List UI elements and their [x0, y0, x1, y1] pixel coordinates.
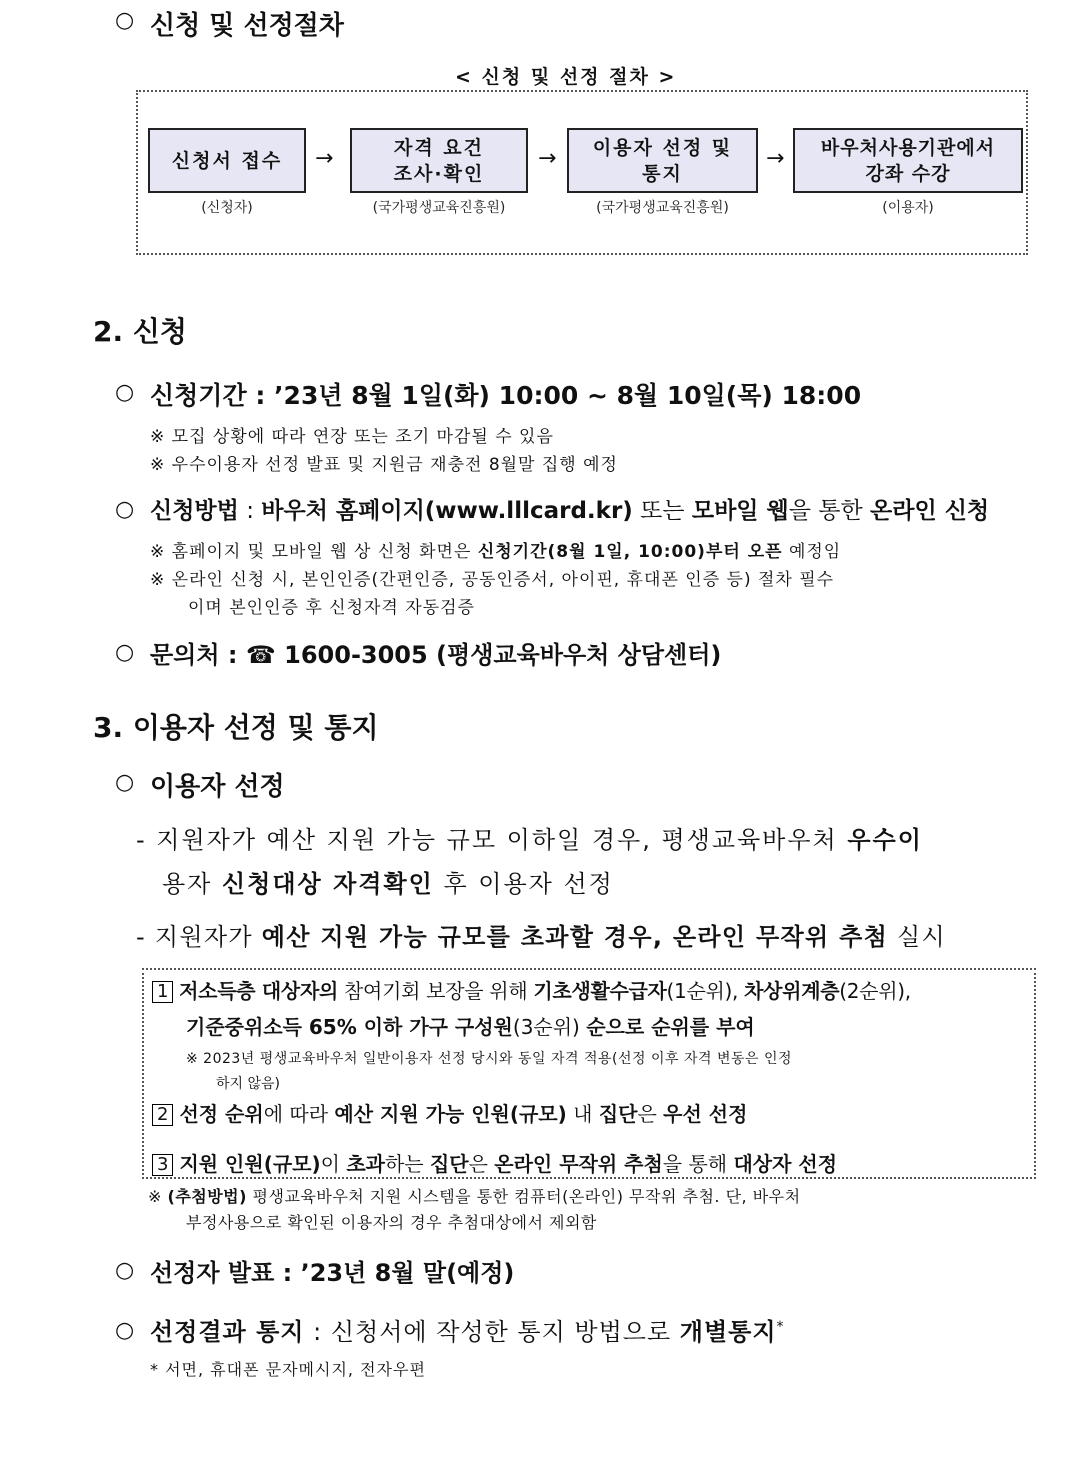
period-note-2: ※ 우수이용자 선정 발표 및 지원금 재충전 8월말 집행 예정	[150, 455, 618, 475]
criteria-1	[152, 975, 911, 1004]
text-fragment: 을 통해	[662, 1152, 734, 1176]
selection-desc-1	[136, 820, 923, 855]
process-step-3	[567, 128, 758, 193]
number-badge-3: 3	[152, 1154, 173, 1176]
announcement	[150, 1253, 514, 1288]
footnote-marker: *	[776, 1319, 785, 1335]
text-fragment: 집단	[598, 1102, 638, 1126]
text-fragment: 후 이용자 선정	[433, 870, 614, 898]
contact-value: ☎ 1600-3005 (평생교육바우처 상담센터)	[245, 641, 722, 669]
text-fragment: 은	[468, 1152, 495, 1176]
text-fragment: 집단	[429, 1152, 469, 1176]
step-3-line2: 통지	[642, 162, 683, 185]
text-fragment: - 지원자가	[136, 923, 262, 951]
step-4-actor: (이용자)	[882, 200, 934, 216]
text-fragment: (1순위),	[666, 979, 745, 1003]
text-fragment: 또는	[632, 498, 692, 524]
text-fragment: 차상위계층	[744, 979, 840, 1003]
text-fragment: (3순위)	[512, 1015, 587, 1039]
text-fragment: 순으로 순위를 부여	[586, 1015, 755, 1039]
text-fragment: (추첨방법)	[167, 1187, 247, 1206]
text-fragment: 신청서에 작성한 통지 방법으로	[330, 1318, 680, 1346]
criteria-2	[152, 1098, 747, 1127]
criteria-1-note-cont: 하지 않음)	[216, 1076, 281, 1092]
text-fragment: 기초생활수급자	[533, 979, 667, 1003]
announce-value: ’23년 8월 말(예정)	[300, 1259, 515, 1287]
text-fragment: 을 통한	[788, 498, 871, 524]
text-fragment: 선정 순위	[179, 1102, 264, 1126]
arrow-icon: →	[766, 146, 785, 171]
bullet-circle: ○	[115, 770, 135, 795]
selection-desc-1-cont	[162, 864, 614, 899]
bullet-circle: ○	[115, 1258, 135, 1283]
contact-info	[150, 635, 721, 670]
arrow-icon: →	[315, 146, 334, 171]
text-fragment: ※ 홈페이지 및 모바일 웹 상 신청 화면은	[150, 542, 478, 562]
notify-footnote: * 서면, 휴대폰 문자메시지, 전자우편	[150, 1360, 426, 1379]
step-1-actor: (신청자)	[201, 200, 253, 216]
text-fragment: 신청대상 자격확인	[222, 870, 434, 898]
contact-label: 문의처	[150, 641, 220, 669]
method-note-2-line2: 이며 본인인증 후 신청자격 자동검증	[188, 598, 475, 618]
text-fragment: 에 따라	[263, 1102, 335, 1126]
text-fragment: 참여기회 보장을 위해	[337, 979, 534, 1003]
apply-period	[150, 376, 861, 412]
step-4-line2: 강좌 수강	[865, 162, 951, 185]
criteria-1-cont	[186, 1011, 755, 1040]
lottery-note	[148, 1184, 801, 1207]
arrow-icon: →	[538, 146, 557, 171]
text-fragment: - 지원자가 예산 지원 가능 규모 이하일 경우, 평생교육바우처	[136, 826, 848, 854]
text-fragment: 기준중위소득 65% 이하 가구 구성원	[186, 1015, 513, 1039]
text-fragment: 하는	[384, 1152, 430, 1176]
apply-period-value: ’23년 8월 1일(화) 10:00 ~ 8월 10일(목) 18:00	[274, 381, 862, 410]
text-fragment: 은	[637, 1102, 664, 1126]
text-fragment: (2순위),	[839, 979, 911, 1003]
online-apply-text: 온라인 신청	[870, 498, 990, 524]
text-fragment: 초과	[346, 1152, 385, 1176]
bullet-circle: ○	[115, 1318, 135, 1343]
method-note-2-line1: ※ 온라인 신청 시, 본인인증(간편인증, 공동인증서, 아이핀, 휴대폰 인증 등) 절차 필수	[150, 570, 835, 590]
text-fragment: 이	[320, 1152, 347, 1176]
apply-method	[150, 492, 989, 525]
apply-method-label: 신청방법	[150, 498, 239, 524]
process-step-4	[793, 128, 1023, 193]
method-note-1	[150, 537, 841, 562]
text-fragment: 대상자 선정	[733, 1152, 838, 1176]
step-4-line1: 바우처사용기관에서	[820, 136, 996, 159]
number-badge-1: 1	[152, 981, 173, 1003]
section-heading-apply: 2. 신청	[93, 315, 187, 348]
user-selection-title: 이용자 선정	[150, 772, 285, 802]
text-fragment: 온라인 무작위 추첨	[494, 1152, 663, 1176]
step-2-line1: 자격 요건	[393, 136, 484, 159]
section-heading-selection: 3. 이용자 선정 및 통지	[93, 711, 379, 744]
text-fragment: 우수이	[847, 826, 923, 854]
separator: :	[255, 381, 266, 410]
text-fragment: 저소득층 대상자의	[179, 979, 338, 1003]
number-badge-2: 2	[152, 1104, 173, 1126]
text-fragment: 용자	[162, 870, 222, 898]
step-3-actor: (국가평생교육진흥원)	[596, 200, 729, 216]
result-notification	[150, 1312, 785, 1347]
period-note-1: ※ 모집 상황에 따라 연장 또는 조기 마감될 수 있음	[150, 427, 554, 447]
text-fragment: ※	[148, 1187, 168, 1206]
individual-notice-text: 개별통지	[679, 1318, 777, 1346]
process-step-1	[148, 128, 306, 193]
notify-label: 선정결과 통지	[150, 1318, 305, 1346]
separator: :	[246, 498, 254, 524]
step-2-actor: (국가평생교육진흥원)	[372, 200, 506, 216]
criteria-3	[152, 1148, 837, 1177]
text-fragment: 예산 지원 가능 인원(규모)	[334, 1102, 567, 1126]
bullet-circle: ○	[115, 640, 135, 665]
lottery-note-cont: 부정사용으로 확인된 이용자의 경우 추첨대상에서 제외함	[186, 1213, 597, 1232]
separator: :	[227, 641, 238, 669]
open-date-text: 신청기간(8월 1일, 10:00)부터 오픈	[477, 542, 783, 562]
step-2-line2: 조사·확인	[393, 162, 485, 185]
announce-label: 선정자 발표	[150, 1259, 275, 1287]
homepage-link-text: 바우처 홈페이지(www.lllcard.kr)	[261, 498, 633, 524]
text-fragment: 내	[566, 1102, 599, 1126]
text-fragment: 실시	[888, 923, 946, 951]
text-fragment: 예정임	[782, 542, 842, 562]
bullet-circle: ○	[115, 380, 135, 405]
bullet-circle: ○	[115, 497, 135, 522]
text-fragment: 지원 인원(규모)	[179, 1152, 321, 1176]
apply-period-label: 신청기간	[150, 381, 247, 410]
text-fragment: 우선 선정	[663, 1102, 748, 1126]
separator: :	[282, 1259, 293, 1287]
criteria-1-note: ※ 2023년 평생교육바우처 일반이용자 선정 당시와 동일 자격 적용(선정 이후 자격 변동은 인정	[186, 1051, 793, 1067]
process-step-2	[350, 128, 528, 193]
mobile-web-text: 모바일 웹	[691, 498, 789, 524]
bullet-circle: ○	[115, 8, 135, 33]
section-title-procedure: 신청 및 선정절차	[150, 11, 344, 41]
process-caption: < 신청 및 선정 절차 >	[455, 66, 677, 88]
step-1-label: 신청서 접수	[171, 149, 283, 172]
selection-desc-2	[136, 917, 946, 952]
step-3-line1: 이용자 선정 및	[592, 136, 733, 159]
text-fragment: 평생교육바우처 지원 시스템을 통한 컴퓨터(온라인) 무작위 추첨. 단, 바우처	[246, 1187, 801, 1206]
text-fragment: 예산 지원 가능 규모를 초과할 경우, 온라인 무작위 추첨	[261, 923, 889, 951]
separator: :	[313, 1318, 323, 1346]
